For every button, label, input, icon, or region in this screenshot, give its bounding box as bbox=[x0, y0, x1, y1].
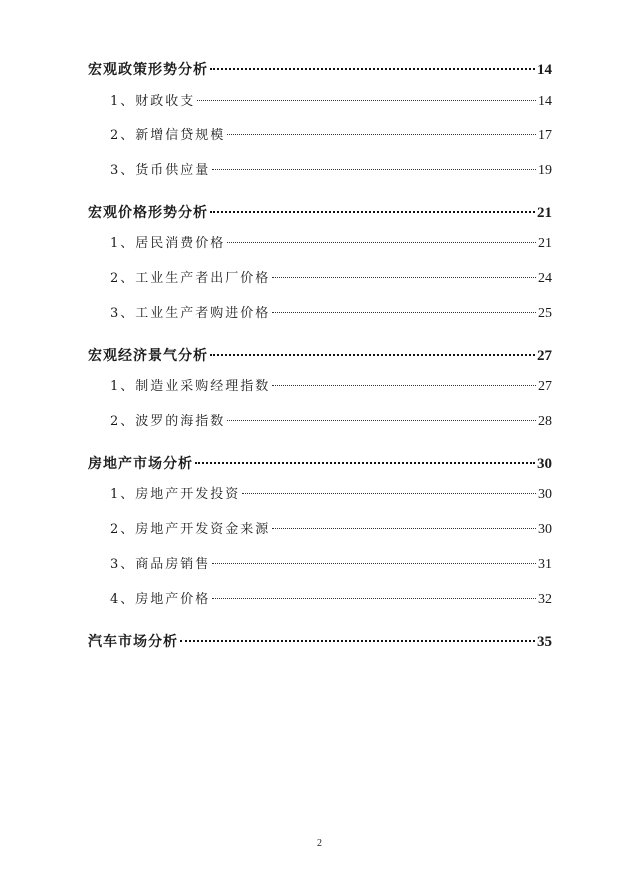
toc-item-money-supply[interactable] bbox=[110, 161, 552, 181]
dot-leader bbox=[210, 354, 535, 356]
toc-item-housing-sales[interactable] bbox=[110, 555, 552, 575]
toc-entry-page: 24 bbox=[538, 271, 552, 286]
toc-entry-page: 32 bbox=[538, 592, 552, 607]
toc-entry-label: 1、居民消费价格 bbox=[110, 236, 226, 251]
toc-item-fiscal[interactable] bbox=[110, 92, 552, 112]
toc-entry-label: 3、工业生产者购进价格 bbox=[110, 306, 271, 321]
toc-entry-page: 17 bbox=[538, 128, 552, 143]
toc-entry-page: 35 bbox=[537, 634, 552, 650]
toc-entry-label: 宏观经济景气分析 bbox=[88, 348, 208, 364]
toc-entry-page: 14 bbox=[537, 62, 552, 78]
toc-entry-label: 房地产市场分析 bbox=[88, 456, 193, 472]
toc-entry-page: 19 bbox=[538, 163, 552, 178]
dot-leader bbox=[272, 312, 536, 313]
toc-section-macro-policy[interactable] bbox=[88, 60, 552, 80]
toc-entry-page: 27 bbox=[538, 379, 552, 394]
toc-section-real-estate[interactable] bbox=[88, 454, 552, 474]
toc-entry-label: 1、财政收支 bbox=[110, 94, 196, 109]
toc-item-funding-source[interactable] bbox=[110, 520, 552, 540]
toc-entry-label: 1、房地产开发投资 bbox=[110, 487, 241, 502]
toc-entry-label: 4、房地产价格 bbox=[110, 592, 211, 607]
toc-entry-page: 31 bbox=[538, 557, 552, 572]
dot-leader bbox=[227, 420, 536, 421]
toc-item-purchase-price[interactable] bbox=[110, 304, 552, 324]
toc-entry-label: 2、房地产开发资金来源 bbox=[110, 522, 271, 537]
toc-item-real-estate-investment[interactable] bbox=[110, 485, 552, 505]
toc-section-macro-economy[interactable] bbox=[88, 346, 552, 366]
toc-entry-label: 宏观价格形势分析 bbox=[88, 205, 208, 221]
dot-leader bbox=[210, 68, 535, 70]
dot-leader bbox=[272, 528, 536, 529]
toc-entry-page: 30 bbox=[538, 487, 552, 502]
dot-leader bbox=[272, 277, 536, 278]
toc-entry-page: 27 bbox=[537, 348, 552, 364]
toc-entry-label: 2、工业生产者出厂价格 bbox=[110, 271, 271, 286]
toc-item-cpi[interactable] bbox=[110, 234, 552, 254]
toc-entry-label: 1、制造业采购经理指数 bbox=[110, 379, 271, 394]
dot-leader bbox=[242, 493, 536, 494]
toc-section-auto-market[interactable] bbox=[88, 632, 552, 652]
dot-leader bbox=[212, 598, 536, 599]
toc-item-baltic-index[interactable] bbox=[110, 412, 552, 432]
toc-entry-label: 汽车市场分析 bbox=[88, 634, 178, 650]
toc-entry-label: 3、货币供应量 bbox=[110, 163, 211, 178]
page-number: 2 bbox=[317, 838, 322, 849]
toc-item-pmi[interactable] bbox=[110, 377, 552, 397]
toc-entry-label: 2、新增信贷规模 bbox=[110, 128, 226, 143]
toc-entry-label: 宏观政策形势分析 bbox=[88, 62, 208, 78]
toc-entry-page: 28 bbox=[538, 414, 552, 429]
dot-leader bbox=[212, 563, 536, 564]
dot-leader bbox=[197, 100, 536, 101]
toc-entry-page: 25 bbox=[538, 306, 552, 321]
toc-section-macro-price[interactable] bbox=[88, 203, 552, 223]
toc-item-new-credit[interactable] bbox=[110, 126, 552, 146]
toc-entry-page: 30 bbox=[538, 522, 552, 537]
toc-entry-page: 21 bbox=[537, 205, 552, 221]
dot-leader bbox=[227, 134, 536, 135]
toc-entry-page: 21 bbox=[538, 236, 552, 251]
dot-leader bbox=[195, 462, 535, 464]
dot-leader bbox=[180, 640, 535, 642]
dot-leader bbox=[210, 211, 535, 213]
toc-entry-label: 3、商品房销售 bbox=[110, 557, 211, 572]
toc-entry-label: 2、波罗的海指数 bbox=[110, 414, 226, 429]
toc-entry-page: 30 bbox=[537, 456, 552, 472]
dot-leader bbox=[272, 385, 536, 386]
dot-leader bbox=[227, 242, 536, 243]
dot-leader bbox=[212, 169, 536, 170]
toc-entry-page: 14 bbox=[538, 94, 552, 109]
toc-item-ppi[interactable] bbox=[110, 269, 552, 289]
toc-item-real-estate-price[interactable] bbox=[110, 590, 552, 610]
